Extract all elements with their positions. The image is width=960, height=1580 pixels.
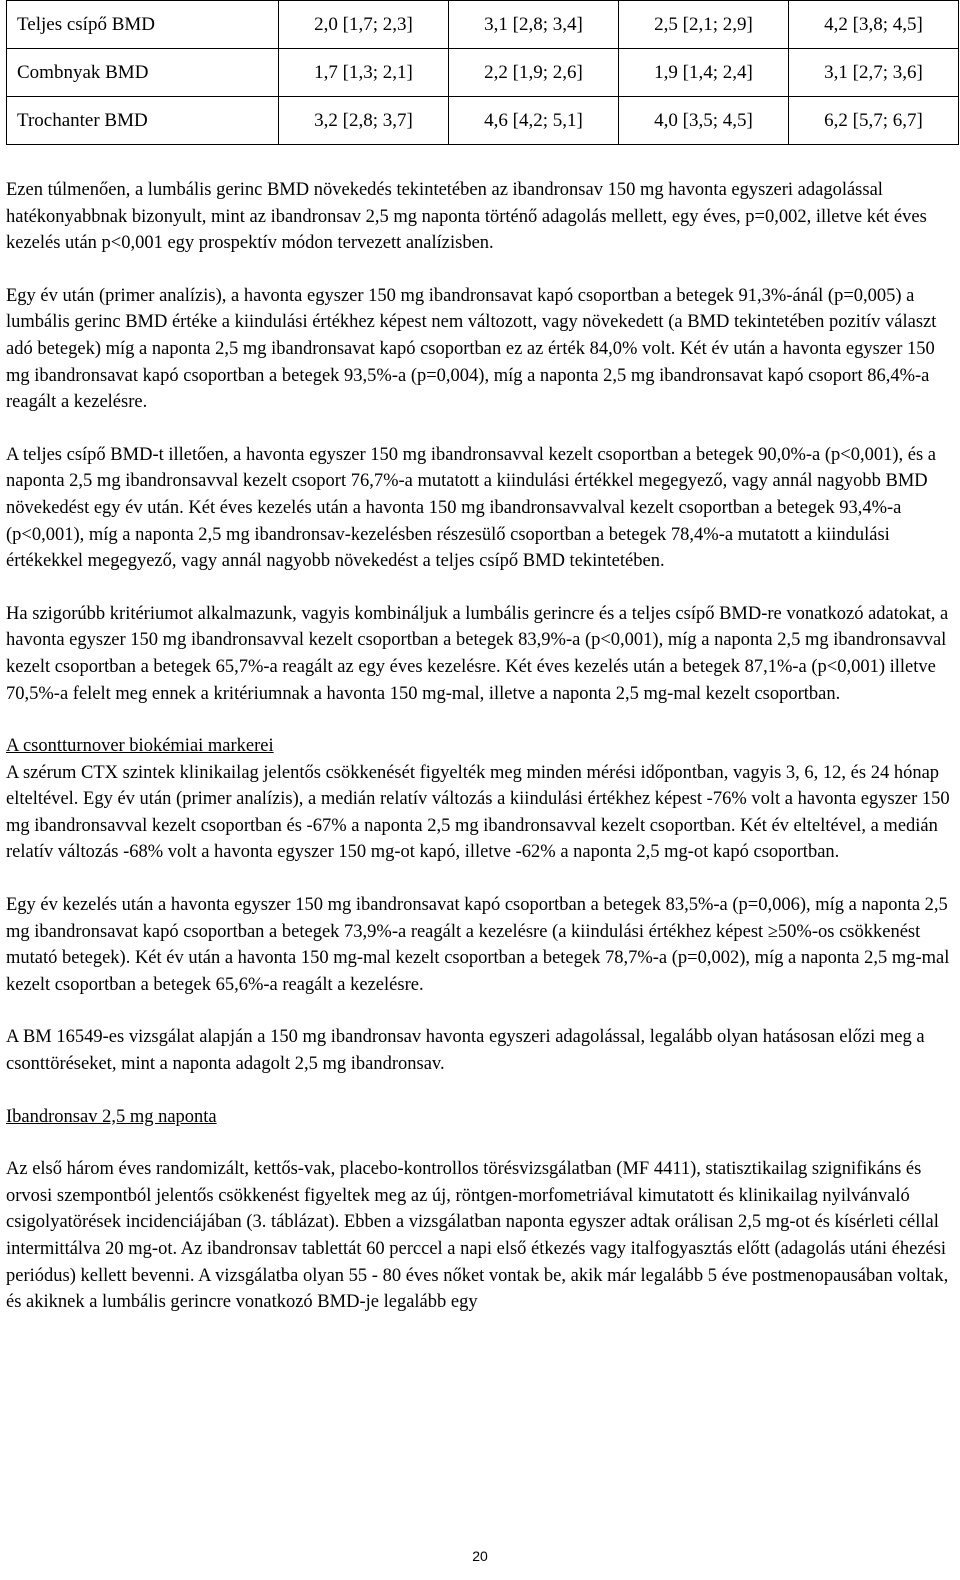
paragraph: Egy év után (primer analízis), a havonta egyszer 150 mg ibandronsavat kapó csoportban a betegek 91,3%-ánál (p=0,005) a lumbális gerinc BMD értéke a kiindulási értékhez képest nem változott, vagy növekedett (a BMD tekintetében pozitív választ adó betegek) míg a naponta 2,5 mg ibandronsavat kapó csoportban ez az érték 84,0% volt. Két év után a havonta egyszer 150 mg ibandronsavat kapó csoportban a betegek 93,5%-a (p=0,004), míg a naponta 2,5 mg ibandronsavat kapó csoport 86,4%-a reagált a kezelésre. [6,285,937,413]
table-cell: 6,2 [5,7; 6,7] [789,97,959,145]
paragraph: Az első három éves randomizált, kettős-vak, placebo-kontrollos törésvizsgálatban (MF 4411), statisztikailag szignifikáns és orvosi szempontból jelentős csökkenést figyeltek meg az új, röntgen-morfometriával kimutatott és klinikailag nyilvánvaló csigolyatörések incidenciájában (3. táblázat). Ebben a vizsgálatban naponta egyszer adtak orálisan 2,5 mg-ot és kísérleti céllal intermittálva 20 mg-ot. Az ibandronsav tablettát 60 perccel a napi első étkezés vagy italfogyasztás előtt (adagolás utáni éhezési periódus) kellett bevenni. A vizsgálatba olyan 55 - 80 éves nőket vontak be, akik már legalább 5 éve postmenopausában voltak, és akiknek a lumbális gerincre vonatkozó BMD-je legalább egy [6,1159,949,1313]
paragraph: Egy év kezelés után a havonta egyszer 150 mg ibandronsavat kapó csoportban a betegek 83,5%-a (p=0,006), míg a naponta 2,5 mg ibandronsavat kapó csoportban a betegek 73,9%-a reagált a kezelésre (a kiindulási értékhez képest ≥50%-os csökkenést mutató betegek). Két év után a havonta 150 mg-mal kezelt csoportban a betegek 78,7%-a (p=0,002), míg a naponta 2,5 mg-mal kezelt csoportban a betegek 65,6%-a reagált a kezelésre. [6,895,950,995]
table-cell: 4,0 [3,5; 4,5] [619,97,789,145]
section-heading: A csontturnover biokémiai markerei [6,736,274,757]
section-heading: Ibandronsav 2,5 mg naponta [6,1106,217,1127]
paragraph: A BM 16549-es vizsgálat alapján a 150 mg ibandronsav havonta egyszeri adagolással, legalább olyan hatásosan előzi meg a csonttöréseket, mint a naponta adagolt 2,5 mg ibandronsav. [6,1027,925,1075]
table-row [7,1,959,49]
table-cell: 2,2 [1,9; 2,6] [449,49,619,97]
paragraph: Ezen túlmenően, a lumbális gerinc BMD növekedés tekintetében az ibandronsav 150 mg havonta egyszeri adagolással hatékonyabbnak bizonyult, mint az ibandronsav 2,5 mg naponta történő adagolás mellett, egy éves, p=0,002, illetve két éves kezelés után p<0,001 egy prospektív módon tervezett analízisben. [6,180,927,254]
table-row [7,97,959,145]
table-cell: 3,1 [2,7; 3,6] [789,49,959,97]
table-cell: 3,2 [2,8; 3,7] [279,97,449,145]
page-number: 20 [472,1548,488,1564]
table-cell: 4,6 [4,2; 5,1] [449,97,619,145]
row-label: Trochanter BMD [7,97,279,145]
table-cell: 2,5 [2,1; 2,9] [619,1,789,49]
table-cell: 3,1 [2,8; 3,4] [449,1,619,49]
table-cell: 2,0 [1,7; 2,3] [279,1,449,49]
table-cell: 1,7 [1,3; 2,1] [279,49,449,97]
row-label: Combnyak BMD [7,49,279,97]
body-text [6,177,950,1316]
paragraph: A teljes csípő BMD-t illetően, a havonta egyszer 150 mg ibandronsavval kezelt csoportban a betegek 90,0%-a (p<0,001), és a naponta 2,5 mg ibandronsavval kezelt csoport 76,7%-a mutatott a kiindulási értékkel megegyező, vagy annál nagyobb BMD növekedést egy év után. Két éves kezelés után a havonta 150 mg ibandronsavvalval kezelt csoportban a betegek 93,4%-a (p<0,001), míg a naponta 2,5 mg ibandronsav-kezelésben részesülő csoportban a betegek 78,4%-a mutatott a kiindulási értékekkel megegyező, vagy annál nagyobb növekedést a teljes csípő BMD tekintetében. [6,444,937,572]
paragraph: Ha szigorúbb kritériumot alkalmazunk, vagyis kombináljuk a lumbális gerincre és a teljes csípő BMD-re vonatkozó adatokat, a havonta egyszer 150 mg ibandronsavval kezelt csoportban a betegek 83,9%-a (p<0,001), míg a naponta 2,5 mg ibandronsavval kezelt csoportban a betegek 65,7%-a reagált az egy éves kezelésre. Két éves kezelés után a betegek 87,1%-a (p<0,001) illetve 70,5%-a felelt meg ennek a kritériumnak a havonta 150 mg-mal, illetve a naponta 2,5 mg-mal kezelt csoportban. [6,603,949,704]
bmd-results-table [6,0,959,145]
table-cell: 1,9 [1,4; 2,4] [619,49,789,97]
paragraph: A szérum CTX szintek klinikailag jelentős csökkenését figyelték meg minden mérési időpontban, vagyis 3, 6, 12, és 24 hónap elteltével. Egy év után (primer analízis), a medián relatív változás a kiindulási értékhez képest -76% volt a havonta egyszer 150 mg ibandronsavval kezelt csoportban és -67% a naponta 2,5 mg ibandronsavval kezelt csoportban. Két év elteltével, a medián relatív változás -68% volt a havonta egyszer 150 mg-ot kapó, illetve -62% a naponta 2,5 mg-ot kapó csoportban. [6,762,950,863]
document-page [6,0,950,1313]
table-cell: 4,2 [3,8; 4,5] [789,1,959,49]
row-label: Teljes csípő BMD [7,1,279,49]
table-row [7,49,959,97]
